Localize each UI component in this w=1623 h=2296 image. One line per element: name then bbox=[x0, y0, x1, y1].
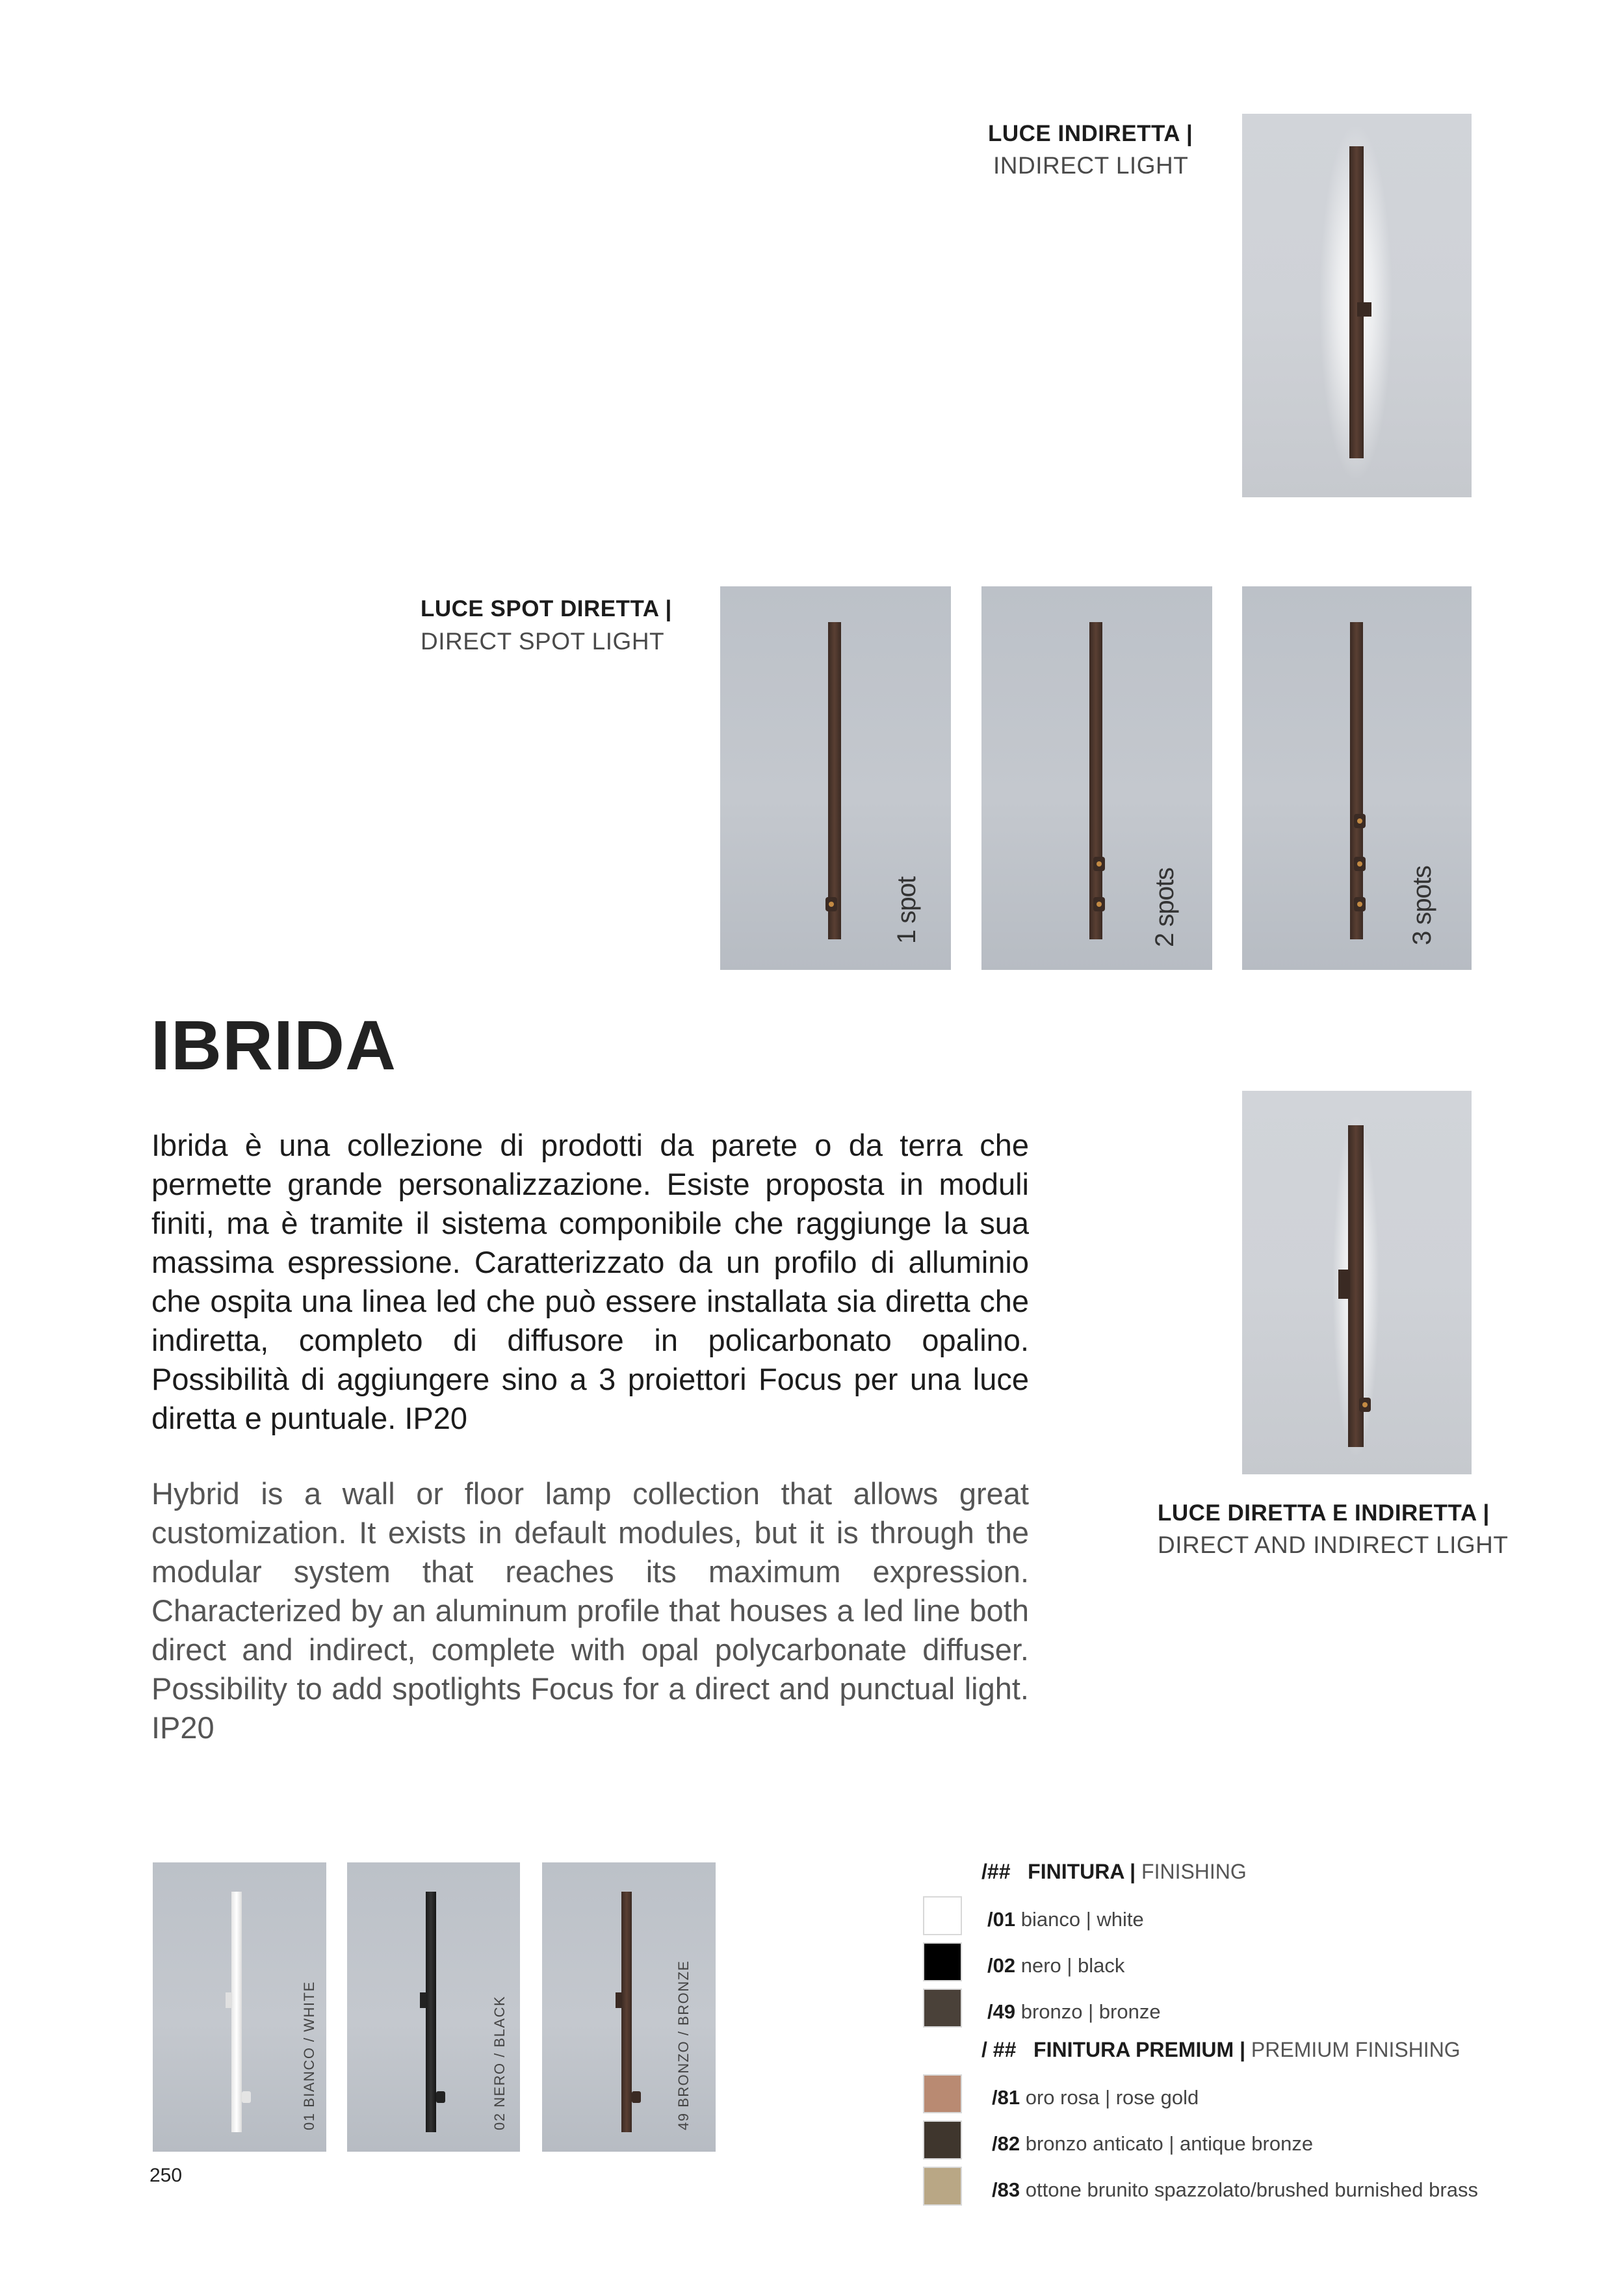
lamp-profile bbox=[621, 1892, 632, 2132]
description-italian: Ibrida è una collezione di prodotti da parete o da terra che permette grande personalizzazione. Esiste proposta in moduli finiti, ma è tramite il sistema componibile che raggiunge la sua massima espressione. Caratterizzato da un profilo di alluminio che ospita una linea led che può essere installata sia diretta che indiretta, completo di diffusore in policarbonato opalino. Possibilità di aggiungere sino a 3 proiettori Focus per una luce diretta e puntuale. IP20 bbox=[151, 1128, 1029, 1435]
lamp-profile bbox=[1089, 622, 1102, 939]
wall-mount bbox=[1338, 1270, 1350, 1299]
finish-label: nero | black bbox=[1020, 1954, 1125, 1977]
swatch-bronze bbox=[923, 1989, 962, 2028]
finish-label: ottone brunito spazzolato/brushed burnished brass bbox=[1025, 2178, 1478, 2201]
spot-head bbox=[1093, 897, 1105, 911]
color-photo-label-black: 02 NERO / BLACK bbox=[491, 1995, 508, 2130]
finish-item-bronze bbox=[987, 2000, 1161, 2024]
lamp-profile bbox=[828, 622, 841, 939]
finishing-title-en: FINISHING bbox=[1141, 1860, 1247, 1883]
finishing-code: /## bbox=[981, 1860, 1011, 1883]
color-photo-black bbox=[347, 1862, 520, 2152]
premium-title-it: FINITURA PREMIUM | bbox=[1033, 2038, 1246, 2061]
color-photo-bronze bbox=[542, 1862, 716, 2152]
page-number: 250 bbox=[149, 2165, 183, 2186]
color-photo-white bbox=[153, 1862, 326, 2152]
finish-code: /02 bbox=[987, 1954, 1016, 1977]
finish-label: oro rosa | rose gold bbox=[1025, 2086, 1199, 2109]
spot-subtitle: DIRECT SPOT LIGHT bbox=[421, 628, 665, 655]
spot-photo-3 bbox=[1242, 586, 1472, 970]
lamp-profile bbox=[426, 1892, 436, 2132]
spot-title: LUCE SPOT DIRETTA | bbox=[421, 596, 672, 621]
finish-code: /82 bbox=[992, 2132, 1020, 2155]
wall-mount bbox=[616, 1992, 622, 2008]
finish-code: /81 bbox=[992, 2086, 1020, 2109]
wall-mount bbox=[226, 1992, 232, 2008]
premium-code: / ## bbox=[981, 2038, 1017, 2061]
direct-indirect-photo bbox=[1242, 1091, 1472, 1474]
spot-head bbox=[825, 897, 837, 911]
spot-label-2: 2 spots bbox=[1150, 868, 1179, 947]
spot-label-3: 3 spots bbox=[1408, 866, 1436, 945]
product-title: IBRIDA bbox=[151, 1006, 396, 1084]
finishing-title-it: FINITURA | bbox=[1028, 1860, 1136, 1883]
finish-code: /83 bbox=[992, 2178, 1020, 2201]
finish-label: bianco | white bbox=[1020, 1908, 1144, 1931]
indirect-subtitle: INDIRECT LIGHT bbox=[993, 152, 1189, 179]
swatch-white bbox=[923, 1896, 962, 1935]
color-photo-label-white: 01 BIANCO / WHITE bbox=[301, 1981, 317, 2130]
finish-item-white bbox=[987, 1908, 1144, 1931]
premium-title bbox=[981, 2038, 1461, 2062]
color-photo-label-bronze: 49 BRONZO / BRONZE bbox=[675, 1960, 692, 2130]
lamp-profile bbox=[1350, 622, 1363, 939]
finish-item-antique-bronze bbox=[992, 2132, 1313, 2156]
finish-item-burnished-brass bbox=[992, 2178, 1478, 2202]
spot-head bbox=[436, 2091, 445, 2103]
spot-head bbox=[1093, 857, 1105, 871]
spot-photo-1 bbox=[720, 586, 951, 970]
finishing-title bbox=[981, 1860, 1247, 1884]
spot-head bbox=[1354, 814, 1366, 828]
direct-indirect-title: LUCE DIRETTA E INDIRETTA | bbox=[1158, 1500, 1490, 1526]
finish-code: /49 bbox=[987, 2000, 1016, 2023]
finish-label: bronzo | bronze bbox=[1020, 2000, 1161, 2023]
spot-head bbox=[1354, 897, 1366, 911]
spot-head bbox=[632, 2091, 641, 2103]
lamp-profile bbox=[231, 1892, 242, 2132]
indirect-title: LUCE INDIRETTA | bbox=[988, 121, 1193, 146]
finish-code: /01 bbox=[987, 1908, 1016, 1931]
swatch-antique-bronze bbox=[923, 2120, 962, 2159]
spot-label-1: 1 spot bbox=[892, 877, 921, 944]
spot-head bbox=[1359, 1398, 1371, 1412]
swatch-rose-gold bbox=[923, 2074, 962, 2113]
swatch-burnished-brass bbox=[923, 2167, 962, 2206]
finish-item-black bbox=[987, 1954, 1124, 1977]
wall-mount bbox=[1357, 302, 1371, 317]
premium-title-en: PREMIUM FINISHING bbox=[1251, 2038, 1461, 2061]
finish-label: bronzo anticato | antique bronze bbox=[1025, 2132, 1314, 2155]
spot-head bbox=[1354, 857, 1366, 871]
description-english: Hybrid is a wall or floor lamp collection that allows great customization. It exists in default modules, but it is through the modular system that reaches its maximum expression. Characterized by an aluminum profile that houses a led line both direct and indirect, complete with opal polycarbonate diffuser. Possibility to add spotlights Focus for a direct and punctual light. IP20 bbox=[151, 1476, 1029, 1745]
finish-item-rose-gold bbox=[992, 2086, 1199, 2109]
spot-head bbox=[242, 2091, 251, 2103]
spot-photo-2 bbox=[981, 586, 1212, 970]
indirect-light-photo bbox=[1242, 114, 1472, 497]
wall-mount bbox=[420, 1992, 426, 2008]
direct-indirect-subtitle: DIRECT AND INDIRECT LIGHT bbox=[1158, 1532, 1509, 1558]
swatch-black bbox=[923, 1942, 962, 1981]
